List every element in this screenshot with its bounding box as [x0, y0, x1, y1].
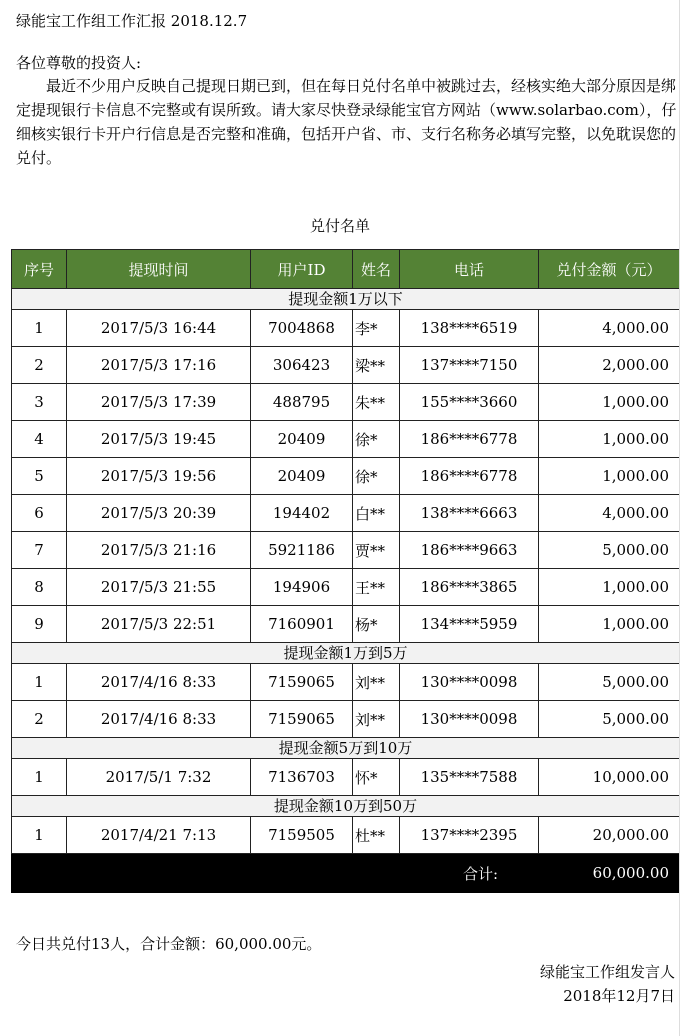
- row-index: 1: [12, 759, 67, 796]
- user-name: 徐*: [353, 458, 400, 495]
- total-value: 60,000.00: [539, 854, 680, 893]
- user-name: 梁**: [353, 347, 400, 384]
- withdraw-time: 2017/5/3 19:56: [67, 458, 251, 495]
- table-row: [12, 759, 680, 796]
- total-label: 合计:: [12, 854, 539, 893]
- amount: 5,000.00: [539, 701, 680, 738]
- table-row: [12, 495, 680, 532]
- phone: 134****5959: [400, 606, 539, 643]
- col-header: 兑付金额（元）: [539, 250, 680, 289]
- user-id: 7159065: [251, 664, 353, 701]
- row-index: 9: [12, 606, 67, 643]
- row-index: 1: [12, 664, 67, 701]
- user-id: 194906: [251, 569, 353, 606]
- row-index: 2: [12, 701, 67, 738]
- phone: 186****9663: [400, 532, 539, 569]
- col-header: 序号: [12, 250, 67, 289]
- group-row: [12, 289, 680, 310]
- user-name: 贾**: [353, 532, 400, 569]
- withdraw-time: 2017/5/3 20:39: [67, 495, 251, 532]
- row-index: 3: [12, 384, 67, 421]
- table-row: [12, 701, 680, 738]
- table-header: [12, 250, 680, 289]
- row-index: 2: [12, 347, 67, 384]
- row-index: 6: [12, 495, 67, 532]
- user-id: 7159065: [251, 701, 353, 738]
- group-row: [12, 643, 680, 664]
- withdraw-time: 2017/5/1 7:32: [67, 759, 251, 796]
- withdraw-time: 2017/5/3 17:16: [67, 347, 251, 384]
- withdraw-time: 2017/5/3 21:16: [67, 532, 251, 569]
- table-row: [12, 458, 680, 495]
- payment-table: [11, 249, 680, 893]
- phone: 137****7150: [400, 347, 539, 384]
- withdraw-time: 2017/4/16 8:33: [67, 701, 251, 738]
- table-row: [12, 664, 680, 701]
- user-id: 20409: [251, 421, 353, 458]
- row-index: 5: [12, 458, 67, 495]
- col-header: 姓名: [353, 250, 400, 289]
- user-name: 王**: [353, 569, 400, 606]
- table-row: [12, 532, 680, 569]
- user-name: 怀*: [353, 759, 400, 796]
- table-row: [12, 606, 680, 643]
- phone: 130****0098: [400, 664, 539, 701]
- user-name: 朱**: [353, 384, 400, 421]
- user-id: 5921186: [251, 532, 353, 569]
- phone: 138****6663: [400, 495, 539, 532]
- amount: 1,000.00: [539, 458, 680, 495]
- user-id: 306423: [251, 347, 353, 384]
- group-label: 提现金额1万到5万: [12, 643, 680, 664]
- withdraw-time: 2017/5/3 16:44: [67, 310, 251, 347]
- col-header: 电话: [400, 250, 539, 289]
- col-header: 提现时间: [67, 250, 251, 289]
- group-label: 提现金额10万到50万: [12, 796, 680, 817]
- row-index: 8: [12, 569, 67, 606]
- amount: 1,000.00: [539, 606, 680, 643]
- phone: 135****7588: [400, 759, 539, 796]
- withdraw-time: 2017/4/21 7:13: [67, 817, 251, 854]
- amount: 1,000.00: [539, 384, 680, 421]
- group-label: 提现金额1万以下: [12, 289, 680, 310]
- phone: 155****3660: [400, 384, 539, 421]
- amount: 1,000.00: [539, 569, 680, 606]
- table-row: [12, 347, 680, 384]
- phone: 138****6519: [400, 310, 539, 347]
- table-row: [12, 310, 680, 347]
- withdraw-time: 2017/5/3 21:55: [67, 569, 251, 606]
- amount: 5,000.00: [539, 532, 680, 569]
- phone: 137****2395: [400, 817, 539, 854]
- withdraw-time: 2017/5/3 17:39: [67, 384, 251, 421]
- user-id: 20409: [251, 458, 353, 495]
- user-name: 白**: [353, 495, 400, 532]
- group-row: [12, 738, 680, 759]
- table-row: [12, 569, 680, 606]
- phone: 186****3865: [400, 569, 539, 606]
- row-index: 1: [12, 310, 67, 347]
- signature-date: 2018年12月7日: [563, 987, 675, 1005]
- summary-text: 今日共兑付13人，合计金额：60,000.00元。: [16, 935, 322, 953]
- table-row: [12, 384, 680, 421]
- row-index: 7: [12, 532, 67, 569]
- report-title: 绿能宝工作组工作汇报 2018.12.7: [16, 12, 248, 30]
- list-title: 兑付名单: [309, 217, 370, 235]
- amount: 4,000.00: [539, 310, 680, 347]
- amount: 20,000.00: [539, 817, 680, 854]
- table-row: [12, 817, 680, 854]
- user-name: 李*: [353, 310, 400, 347]
- group-label: 提现金额5万到10万: [12, 738, 680, 759]
- user-name: 杜**: [353, 817, 400, 854]
- amount: 5,000.00: [539, 664, 680, 701]
- total-row: [12, 854, 680, 893]
- user-id: 7004868: [251, 310, 353, 347]
- phone: 186****6778: [400, 421, 539, 458]
- row-index: 4: [12, 421, 67, 458]
- amount: 4,000.00: [539, 495, 680, 532]
- group-row: [12, 796, 680, 817]
- table-row: [12, 421, 680, 458]
- user-id: 7136703: [251, 759, 353, 796]
- amount: 2,000.00: [539, 347, 680, 384]
- col-header: 用户ID: [251, 250, 353, 289]
- withdraw-time: 2017/4/16 8:33: [67, 664, 251, 701]
- signature: 绿能宝工作组发言人: [539, 963, 675, 981]
- user-name: 杨*: [353, 606, 400, 643]
- withdraw-time: 2017/5/3 19:45: [67, 421, 251, 458]
- user-id: 7159505: [251, 817, 353, 854]
- phone: 130****0098: [400, 701, 539, 738]
- amount: 10,000.00: [539, 759, 680, 796]
- user-id: 488795: [251, 384, 353, 421]
- amount: 1,000.00: [539, 421, 680, 458]
- greeting: 各位尊敬的投资人:: [16, 54, 142, 72]
- withdraw-time: 2017/5/3 22:51: [67, 606, 251, 643]
- user-id: 194402: [251, 495, 353, 532]
- user-name: 徐*: [353, 421, 400, 458]
- body-paragraph: 最近不少用户反映自己提现日期已到，但在每日兑付名单中被跳过去，经核实绝大部分原因是绑定提现银行卡信息不完整或有误所致。请大家尽快登录绿能宝官方网站（www.solarbao.com），仔细核实银行卡开户行信息是否完整和准确，包括开户省、市、支行名称务必填写完整，以免耽误您的兑付。: [16, 77, 677, 167]
- user-id: 7160901: [251, 606, 353, 643]
- phone: 186****6778: [400, 458, 539, 495]
- row-index: 1: [12, 817, 67, 854]
- user-name: 刘**: [353, 701, 400, 738]
- user-name: 刘**: [353, 664, 400, 701]
